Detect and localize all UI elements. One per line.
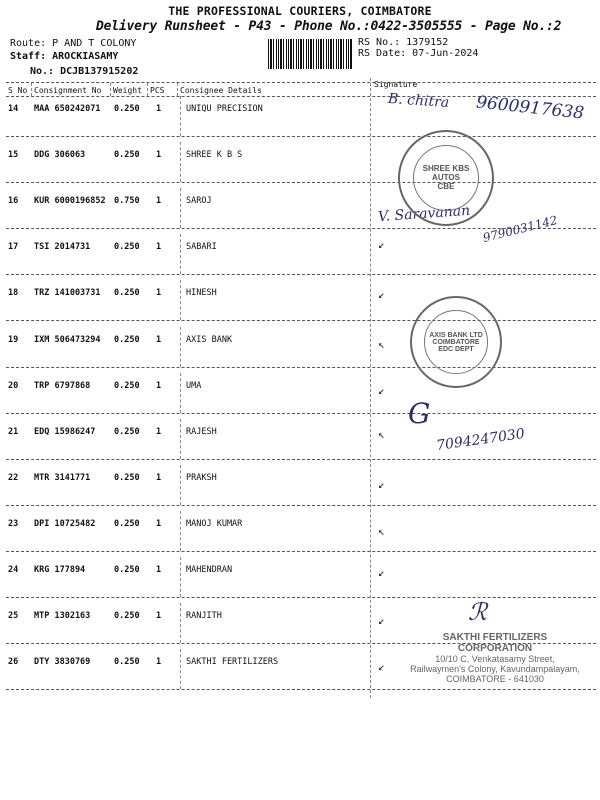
cell-sno: 19: [8, 335, 19, 345]
tick-mark: ↙: [378, 566, 385, 579]
col-divider: [180, 649, 181, 689]
corp-address: COIMBATORE - 641030: [446, 674, 544, 684]
cell-weight: 0.750: [114, 196, 140, 206]
row-divider: [6, 505, 596, 506]
signature-row25: ℛ: [468, 598, 488, 626]
cell-consignment: MTR 3141771: [34, 473, 91, 483]
cell-consignee: PRAKSH: [186, 473, 217, 483]
row-divider: [6, 136, 596, 137]
cell-consignee: SAROJ: [186, 196, 212, 206]
cell-consignee: SHREE K B S: [186, 150, 243, 160]
col-divider: [180, 234, 181, 274]
cell-sno: 18: [8, 288, 19, 298]
col-divider: [180, 96, 181, 136]
cell-sno: 21: [8, 427, 19, 437]
col-divider: [180, 142, 181, 182]
col-divider: [180, 511, 181, 551]
document-number: No.: DCJB137915202: [30, 66, 139, 77]
col-divider: [147, 83, 148, 96]
cell-sno: 24: [8, 565, 19, 575]
signature-row14: B. chitra: [387, 90, 450, 112]
row-divider: [6, 551, 596, 552]
rs-number: RS No.: 1379152: [358, 37, 449, 48]
col-signature: Signature: [374, 80, 418, 89]
cell-weight: 0.250: [114, 335, 140, 345]
cell-pcs: 1: [156, 565, 162, 575]
cell-consignee: RAJESH: [186, 427, 217, 437]
stamp-shree-kbs: [398, 130, 494, 226]
cell-pcs: 1: [156, 427, 162, 437]
col-divider: [180, 373, 181, 413]
tick-mark: ↙: [378, 384, 385, 397]
col-consignment: Consignment No: [34, 86, 102, 95]
tick-mark: ↙: [378, 478, 385, 491]
row-divider: [6, 320, 596, 321]
col-divider: [31, 83, 32, 96]
stamp-text: SHREE KBS: [422, 164, 470, 174]
cell-weight: 0.250: [114, 381, 140, 391]
stamp-text: CBE: [437, 182, 455, 192]
col-pcs: PCS: [150, 86, 165, 95]
cell-pcs: 1: [156, 519, 162, 529]
cell-consignee: UMA: [186, 381, 202, 391]
stamp-text: COIMBATORE: [432, 338, 480, 346]
cell-consignment: MAA 650242071: [34, 104, 101, 114]
cell-weight: 0.250: [114, 104, 140, 114]
col-divider: [177, 83, 178, 96]
cell-consignee: SAKTHI FERTILIZERS: [186, 657, 279, 667]
stamp-axis-bank: [410, 296, 502, 388]
col-divider: [180, 327, 181, 367]
tick-mark: ↙: [378, 238, 385, 251]
cell-weight: 0.250: [114, 519, 140, 529]
runsheet-title: Delivery Runsheet - P43 - Phone No.:0422-3505555 - Page No.:2: [96, 19, 562, 34]
tick-mark: ↖: [378, 428, 385, 441]
cell-consignment: DTY 3830769: [34, 657, 91, 667]
cell-consignment: TRZ 141003731: [34, 288, 101, 298]
cell-weight: 0.250: [114, 473, 140, 483]
row-divider: [6, 182, 596, 183]
row-divider: [6, 689, 596, 690]
row-divider: [6, 459, 596, 460]
cell-weight: 0.250: [114, 427, 140, 437]
cell-sno: 16: [8, 196, 19, 206]
cell-consignee: RANJITH: [186, 611, 222, 621]
cell-consignee: HINESH: [186, 288, 217, 298]
barcode: [268, 39, 353, 69]
cell-sno: 17: [8, 242, 19, 252]
col-divider: [180, 465, 181, 505]
cell-pcs: 1: [156, 473, 162, 483]
col-divider: [110, 83, 111, 96]
tick-mark: ↖: [378, 338, 385, 351]
cell-consignment: DPI 10725482: [34, 519, 96, 529]
cell-weight: 0.250: [114, 242, 140, 252]
cell-sno: 22: [8, 473, 19, 483]
cell-weight: 0.250: [114, 565, 140, 575]
header-top-rule: [6, 82, 596, 83]
cell-sno: 20: [8, 381, 19, 391]
cell-weight: 0.250: [114, 150, 140, 160]
cell-pcs: 1: [156, 288, 162, 298]
phone-row14: 9600917638: [475, 92, 585, 124]
rs-date: RS Date: 07-Jun-2024: [358, 48, 479, 59]
cell-consignment: IXM 506473294: [34, 335, 101, 345]
company-name: THE PROFESSIONAL COURIERS, COIMBATORE: [168, 4, 432, 18]
cell-pcs: 1: [156, 242, 162, 252]
cell-pcs: 1: [156, 611, 162, 621]
stamp-text: AXIS BANK LTD: [429, 331, 483, 339]
cell-pcs: 1: [156, 196, 162, 206]
cell-sno: 15: [8, 150, 19, 160]
cell-consignee: MANOJ KUMAR: [186, 519, 243, 529]
stamp-text: EDC DEPT: [438, 345, 474, 353]
cell-consignee: SABARI: [186, 242, 217, 252]
tick-mark: ↙: [378, 288, 385, 301]
cell-consignment: EDQ 15986247: [34, 427, 96, 437]
staff-label: Staff: AROCKIASAMY: [10, 51, 119, 62]
col-divider: [180, 188, 181, 228]
col-sno: S No: [8, 86, 28, 95]
phone-row21: 7094247030: [435, 425, 526, 455]
signature-row16: V. Saravanan: [377, 202, 471, 226]
corp-address: 10/10 C, Venkatasamy Street,: [435, 654, 555, 664]
route-label: Route: P AND T COLONY: [10, 38, 137, 49]
cell-weight: 0.250: [114, 611, 140, 621]
phone-row16: 9790031142: [481, 212, 559, 246]
cell-pcs: 1: [156, 104, 162, 114]
cell-sno: 23: [8, 519, 19, 529]
row-divider: [6, 413, 596, 414]
cell-weight: 0.250: [114, 657, 140, 667]
signature-divider: [370, 78, 371, 698]
signature-row20: G: [408, 397, 431, 430]
col-divider: [180, 419, 181, 459]
row-divider: [6, 597, 596, 598]
cell-sno: 25: [8, 611, 19, 621]
corp-address: Railwaymen's Colony, Kavundampalayam,: [410, 664, 580, 674]
cell-consignment: MTP 1302163: [34, 611, 91, 621]
col-weight: Weight: [113, 86, 142, 95]
cell-pcs: 1: [156, 657, 162, 667]
cell-consignment: KUR 6000196852: [34, 196, 106, 206]
cell-pcs: 1: [156, 335, 162, 345]
cell-pcs: 1: [156, 381, 162, 391]
tick-mark: ↖: [378, 525, 385, 538]
col-consignee: Consignee Details: [180, 86, 262, 95]
tick-mark: ↙: [378, 614, 385, 627]
cell-consignment: DDG 306063: [34, 150, 86, 160]
cell-consignment: TRP 6797868: [34, 381, 91, 391]
cell-pcs: 1: [156, 150, 162, 160]
col-divider: [180, 557, 181, 597]
cell-consignee: AXIS BANK: [186, 335, 233, 345]
cell-consignment: TSI 2014731: [34, 242, 91, 252]
cell-weight: 0.250: [114, 288, 140, 298]
cell-consignee: MAHENDRAN: [186, 565, 233, 575]
stamp-text: AUTOS: [432, 173, 460, 183]
col-divider: [180, 280, 181, 320]
cell-consignee: UNIQU PRECISION: [186, 104, 263, 114]
row-divider: [6, 274, 596, 275]
cell-sno: 14: [8, 104, 19, 114]
corporation-stamp: [410, 632, 580, 684]
row-divider: [6, 367, 596, 368]
cell-consignment: KRG 177894: [34, 565, 86, 575]
col-divider: [180, 603, 181, 643]
cell-sno: 26: [8, 657, 19, 667]
corp-name: SAKTHI FERTILIZERS CORPORATION: [442, 632, 548, 654]
tick-mark: ↙: [378, 660, 385, 673]
